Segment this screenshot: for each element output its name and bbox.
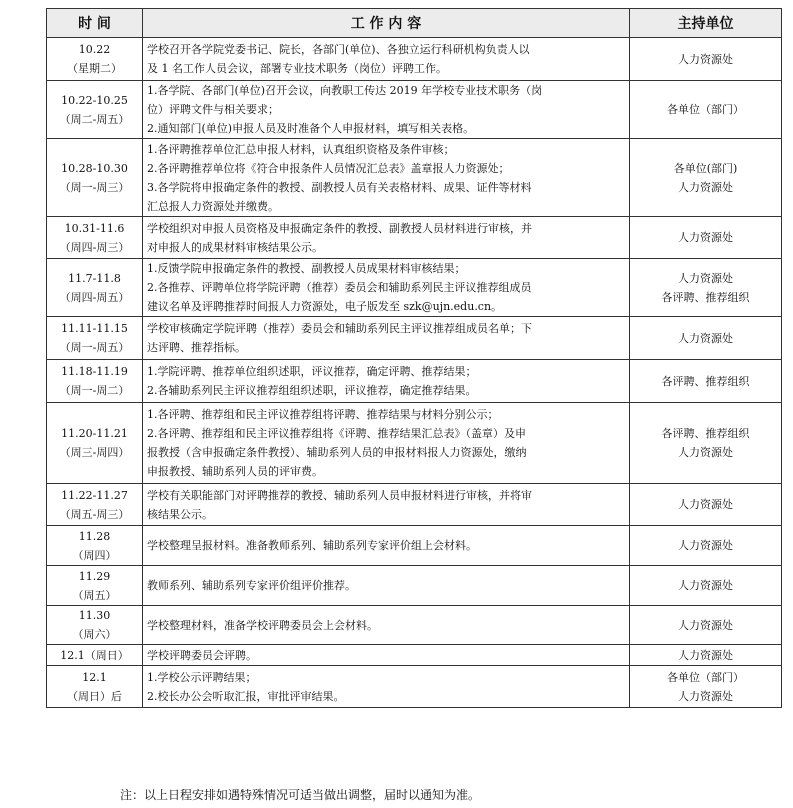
- table-row: [47, 526, 782, 566]
- content-cell: [143, 217, 630, 259]
- time-cell-line: （周五）: [72, 588, 117, 602]
- time-cell-line: 11.28: [78, 529, 111, 543]
- time-cell-line: 10.22: [78, 43, 111, 56]
- unit-cell: [630, 484, 782, 526]
- content-cell: [143, 666, 630, 708]
- unit-cell: [630, 666, 782, 708]
- time-cell: [47, 526, 143, 566]
- content-cell-line: 1.各评聘推荐单位汇总申报人材料，认真组织资格及条件审核；: [147, 142, 455, 156]
- content-cell-line: 2.各评聘推荐单位将《符合申报条件人员情况汇总表》盖章报人力资源处；: [147, 161, 510, 175]
- content-cell: [143, 403, 630, 484]
- unit-cell-line: 人力资源处: [678, 618, 733, 632]
- content-cell-line: 学校有关职能部门对评聘推荐的教授、辅助系列人员申报材料进行审核，并将审: [147, 488, 532, 502]
- unit-cell-line: 人力资源处: [678, 498, 733, 511]
- unit-cell-line: 各评聘、推荐组织: [661, 290, 750, 304]
- footnote: 注：以上日程安排如遇特殊情况可适当做出调整，届时以通知为准。: [120, 788, 481, 802]
- content-cell: [143, 484, 630, 526]
- unit-cell-line: 各评聘、推荐组织: [661, 374, 750, 388]
- content-cell-line: 学校整理呈报材料。准备教师系列、辅助系列专家评价组上会材料。: [147, 539, 477, 552]
- content-cell: [143, 566, 630, 606]
- unit-cell: [630, 217, 782, 259]
- schedule-table: [46, 8, 782, 708]
- unit-cell-line: 人力资源处: [678, 579, 733, 592]
- header-row: [47, 9, 782, 38]
- table-row: [47, 139, 782, 217]
- time-cell-line: （周五-周三）: [59, 507, 130, 521]
- content-cell-line: 1.学院评聘、推荐单位组织述职，评议推荐，确定评聘、推荐结果；: [147, 365, 477, 378]
- unit-cell: [630, 606, 782, 645]
- content-cell: [143, 139, 630, 217]
- time-cell-line: （周六）: [72, 628, 117, 641]
- time-cell-line: （周四）: [72, 548, 117, 562]
- content-cell-line: 1.各学院、各部门(单位)召开会议，向教职工传达 2019 年学校专业技术职务（岗: [147, 84, 543, 97]
- content-cell-line: 2.校长办公会听取汇报，审批评审结果。: [147, 689, 345, 703]
- time-cell: [47, 666, 143, 708]
- content-cell-line: 对申报人的成果材料审核结果公示。: [147, 240, 323, 254]
- content-cell-line: 学校审核确定学院评聘（推荐）委员会和辅助系列民主评议推荐组成员名单；下: [147, 322, 532, 335]
- content-cell-line: 1.学校公示评聘结果；: [147, 670, 257, 684]
- table-row: [47, 403, 782, 484]
- unit-cell: [630, 139, 782, 217]
- content-cell-line: 学校评聘委员会评聘。: [147, 648, 257, 662]
- unit-cell-line: 人力资源处: [678, 331, 733, 345]
- time-cell: [47, 217, 143, 259]
- content-cell-line: 汇总报人力资源处并缴费。: [147, 199, 279, 213]
- time-cell-line: 10.31-11.6: [64, 221, 125, 235]
- unit-cell: [630, 259, 782, 317]
- content-cell-line: 2.各推荐、评聘单位将学院评聘（推荐）委员会和辅助系列民主评议推荐组成员: [147, 281, 532, 294]
- content-cell: [143, 645, 630, 666]
- table-row: [47, 217, 782, 259]
- time-cell-line: 11.11-11.15: [61, 322, 128, 335]
- time-cell-line: 11.18-11.19: [61, 365, 128, 378]
- time-cell-line: 12.1（周日）: [60, 648, 129, 662]
- unit-cell: [630, 403, 782, 484]
- content-cell: [143, 317, 630, 360]
- table-row: [47, 606, 782, 645]
- unit-cell: [630, 38, 782, 81]
- unit-cell-line: 人力资源处: [678, 231, 733, 244]
- table-row: [47, 360, 782, 403]
- content-cell-line: 学校组织对申报人员资格及申报确定条件的教授、副教授人员材料进行审核，并: [147, 221, 532, 235]
- content-cell-line: 核结果公示。: [147, 507, 213, 521]
- unit-cell-line: 各单位(部门): [673, 161, 738, 175]
- time-cell-line: （周三-周四）: [59, 446, 130, 459]
- unit-cell-line: 人力资源处: [678, 539, 733, 552]
- table-row: [47, 81, 782, 139]
- content-cell-line: 3.各学院将申报确定条件的教授、副教授人员有关表格材料、成果、证件等材料: [147, 180, 532, 194]
- content-cell-line: 报教授（含申报确定条件教授）、辅助系列人员的申报材料报人力资源处，缴纳: [147, 446, 527, 459]
- content-cell-line: 建议名单及评聘推荐时间报人力资源处，电子版发至 szk@ujn.edu.cn。: [147, 300, 503, 313]
- time-cell: [47, 38, 143, 81]
- content-cell-line: 达评聘、推荐指标。: [147, 341, 246, 354]
- time-cell: [47, 81, 143, 139]
- content-cell: [143, 38, 630, 81]
- time-cell: [47, 403, 143, 484]
- time-cell-line: 12.1: [82, 670, 107, 684]
- table-row: [47, 38, 782, 81]
- unit-cell: [630, 360, 782, 403]
- unit-cell-line: 人力资源处: [678, 446, 733, 459]
- table-row: [47, 317, 782, 360]
- time-cell-line: 10.28-10.30: [61, 161, 128, 175]
- time-cell-line: （周二-周五）: [59, 112, 130, 126]
- content-cell-line: 学校整理材料，准备学校评聘委员会上会材料。: [147, 618, 378, 632]
- time-cell-line: 11.20-11.21: [61, 427, 128, 440]
- schedule-body: [47, 38, 782, 708]
- content-cell-line: 1.各评聘、推荐组和民主评议推荐组将评聘、推荐结果与材料分别公示；: [147, 408, 499, 421]
- content-cell-line: 学校召开各学院党委书记、院长，各部门(单位)、各独立运行科研机构负责人以: [147, 43, 530, 56]
- content-cell-line: 1.反馈学院申报确定条件的教授、副教授人员成果材料审核结果；: [147, 262, 466, 275]
- time-cell: [47, 606, 143, 645]
- unit-cell-line: 人力资源处: [678, 180, 733, 194]
- time-cell: [47, 484, 143, 526]
- time-cell: [47, 139, 143, 217]
- time-cell-line: 11.7-11.8: [68, 271, 121, 285]
- content-cell-line: 申报教授、辅助系列人员的评审费。: [147, 465, 323, 478]
- time-cell: [47, 317, 143, 360]
- table-row: [47, 484, 782, 526]
- unit-cell-line: 人力资源处: [678, 689, 733, 703]
- unit-cell: [630, 526, 782, 566]
- time-cell-line: （周一-周二）: [59, 384, 130, 397]
- header-unit: 主持单位: [630, 9, 782, 38]
- content-cell: [143, 360, 630, 403]
- time-cell: [47, 360, 143, 403]
- unit-cell-line: 各评聘、推荐组织: [661, 427, 750, 440]
- time-cell-line: （周日）后: [67, 689, 122, 703]
- header-time: 时 间: [47, 9, 143, 38]
- time-cell-line: （星期二）: [67, 62, 122, 75]
- time-cell: [47, 566, 143, 606]
- unit-cell-line: 人力资源处: [678, 648, 733, 662]
- content-cell-line: 位）评聘文件与相关要求；: [147, 103, 279, 116]
- time-cell-line: 10.22-10.25: [61, 93, 128, 107]
- time-cell-line: 11.29: [78, 569, 111, 583]
- time-cell-line: （周四-周五）: [59, 290, 130, 304]
- unit-cell-line: 人力资源处: [678, 271, 733, 285]
- time-cell: [47, 259, 143, 317]
- content-cell-line: 2.各评聘、推荐组和民主评议推荐组将《评聘、推荐结果汇总表》（盖章）及申: [147, 427, 526, 440]
- time-cell-line: 11.30: [78, 609, 111, 622]
- unit-cell: [630, 645, 782, 666]
- unit-cell: [630, 81, 782, 139]
- time-cell-line: （周四-周三）: [59, 240, 130, 254]
- content-cell: [143, 259, 630, 317]
- content-cell-line: 2.通知部门(单位)申报人员及时准备个人申报材料，填写相关表格。: [147, 122, 475, 135]
- unit-cell-line: 各单位（部门）: [667, 103, 744, 116]
- time-cell-line: 11.22-11.27: [61, 488, 128, 502]
- table-row: [47, 566, 782, 606]
- header-content: 工 作 内 容: [143, 9, 630, 38]
- table-row: [47, 645, 782, 666]
- content-cell-line: 及 1 名工作人员会议，部署专业技术职务（岗位）评聘工作。: [147, 62, 447, 75]
- unit-cell: [630, 317, 782, 360]
- unit-cell-line: 人力资源处: [678, 52, 733, 66]
- content-cell: [143, 81, 630, 139]
- table-row: [47, 259, 782, 317]
- unit-cell-line: 各单位（部门）: [667, 670, 744, 684]
- time-cell-line: （周一-周五）: [59, 341, 130, 354]
- time-cell-line: （周一-周三）: [59, 180, 130, 194]
- content-cell: [143, 526, 630, 566]
- table-row: [47, 666, 782, 708]
- content-cell-line: 2.各辅助系列民主评议推荐组组织述职，评议推荐，确定推荐结果。: [147, 384, 477, 397]
- unit-cell: [630, 566, 782, 606]
- content-cell-line: 教师系列、辅助系列专家评价组评价推荐。: [147, 579, 356, 592]
- time-cell: [47, 645, 143, 666]
- content-cell: [143, 606, 630, 645]
